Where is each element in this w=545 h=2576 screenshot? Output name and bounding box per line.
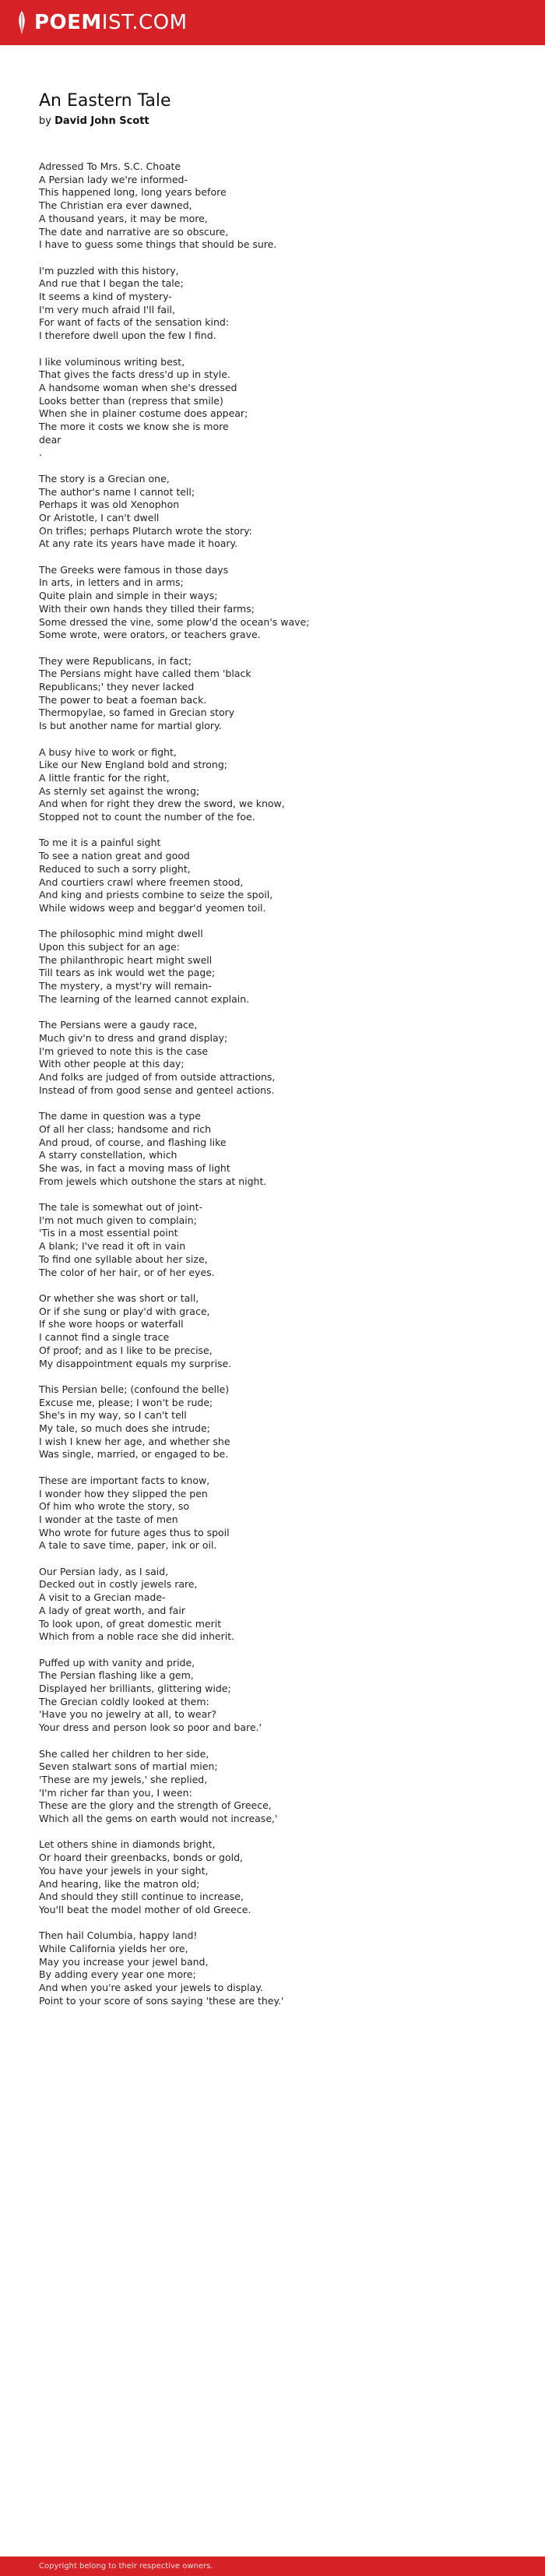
poem-line: And courtiers crawl where freemen stood, (39, 876, 244, 888)
poem-line: That gives the facts dress'd up in style. (39, 368, 230, 381)
poem-line: Decked out in costly jewels rare, (39, 1578, 198, 1591)
poem-line: I have to guess some things that should be sure. (39, 238, 277, 251)
poem-line: To find one syllable about her size, (39, 1253, 208, 1265)
poem-line: The Greeks were famous in those days (39, 563, 229, 576)
poem-line: My disappointment equals my surprise. (39, 1357, 232, 1369)
poem-line: This happened long, long years before (39, 186, 227, 199)
poem-line: My tale, so much does she intrude; (39, 1422, 210, 1434)
poem-line: Or Aristotle, I can't dwell (39, 511, 160, 523)
poem-line: And proud, of course, and flashing like (39, 1136, 227, 1148)
poem-line: Some dressed the vine, some plow'd the ocean's wave; (39, 615, 310, 628)
poem-stanza (39, 1566, 506, 1644)
poem-stanza (39, 837, 506, 914)
poem-stanza (39, 160, 506, 252)
poem-content (39, 90, 506, 2021)
poem-stanza (39, 1748, 506, 1826)
poem-line: And folks are judged of from outside attractions, (39, 1071, 276, 1084)
poem-line: Was single, married, or engaged to be. (39, 1448, 229, 1461)
poem-line: Is but another name for martial glory. (39, 720, 222, 732)
poem-stanza (39, 746, 506, 824)
poem-line: With other people at this day; (39, 1058, 185, 1070)
poem-line: A lady of great worth, and fair (39, 1604, 185, 1616)
poem-line: And king and priests combine to seize the spoil, (39, 889, 273, 901)
poem-line: Of proof; and as I like to be precise, (39, 1344, 213, 1356)
poem-line: You'll beat the model mother of old Greece. (39, 1903, 251, 1915)
poem-line: A visit to a Grecian made- (39, 1591, 166, 1604)
poem-line: Perhaps it was old Xenophon (39, 499, 180, 511)
poem-line: May you increase your jewel band, (39, 1955, 209, 1968)
poem-line: I therefore dwell upon the few I find. (39, 329, 216, 342)
poem-line: You have your jewels in your sight, (39, 1864, 209, 1876)
poem-line: And should they still continue to increase, (39, 1891, 244, 1903)
poem-line: And hearing, like the matron old; (39, 1877, 200, 1890)
poem-line: Of him who wrote the story, so (39, 1500, 190, 1513)
poem-line: I'm not much given to complain; (39, 1214, 197, 1226)
poem-line: A blank; I've read it oft in vain (39, 1240, 186, 1253)
poem-body (39, 160, 506, 2008)
poem-line: I wish I knew her age, and whether she (39, 1435, 230, 1447)
poem-line: To see a nation great and good (39, 850, 190, 862)
poem-line: The color of her hair, or of her eyes. (39, 1266, 215, 1278)
poem-stanza (39, 265, 506, 343)
poem-line: They were Republicans, in fact; (39, 654, 192, 667)
poem-title: An Eastern Tale (39, 91, 171, 111)
poem-line: Till tears as ink would wet the page; (39, 967, 216, 979)
poem-line: The author's name I cannot tell; (39, 485, 195, 498)
poem-line: Reduced to such a sorry plight, (39, 862, 191, 875)
poem-line: The more it costs we know she is more (39, 421, 229, 433)
poem-line: 'I'm richer far than you, I ween: (39, 1786, 192, 1799)
poem-line: 'Tis in a most essential point (39, 1227, 178, 1239)
poem-stanza (39, 1292, 506, 1370)
poem-line: Our Persian lady, as I said, (39, 1565, 169, 1577)
poem-line: If she wore hoops or waterfall (39, 1318, 184, 1330)
poem-line: Instead of from good sense and genteel actions. (39, 1084, 275, 1096)
poem-line: On trifles; perhaps Plutarch wrote the story: (39, 524, 252, 537)
poem-line: The philanthropic heart might swell (39, 953, 213, 966)
poem-line: With their own hands they tilled their farms; (39, 602, 255, 615)
poem-line: The learning of the learned cannot explain. (39, 992, 250, 1005)
poem-line: While widows weep and beggar'd yeomen toil. (39, 901, 266, 914)
poem-line: The Persians were a gaudy race, (39, 1019, 198, 1031)
site-logo-link[interactable] (17, 9, 188, 36)
poem-line: Which from a noble race she did inherit. (39, 1630, 235, 1643)
poem-line: Or hoard their greenbacks, bonds or gold, (39, 1852, 244, 1864)
poem-stanza (39, 1110, 506, 1188)
poem-line: The Christian era ever dawned, (39, 199, 192, 212)
poem-line: I cannot find a single trace (39, 1331, 170, 1344)
by-label: by (39, 115, 51, 127)
copyright-text: Copyright belong to their respective owners. (39, 2562, 213, 2571)
poem-line: This Persian belle; (confound the belle) (39, 1383, 230, 1395)
poem-line: The dame in question was a type (39, 1110, 201, 1122)
poem-line: At any rate its years have made it hoary. (39, 537, 238, 550)
poem-stanza (39, 655, 506, 733)
site-header (0, 0, 545, 45)
poem-line: Stopped not to count the number of the foe. (39, 811, 255, 823)
site-footer (0, 2557, 545, 2576)
poem-line: The Persians might have called them 'black (39, 668, 251, 680)
poem-line: A little frantic for the right, (39, 771, 170, 784)
poem-line: Of all her class; handsome and rich (39, 1122, 212, 1135)
poem-stanza (39, 473, 506, 551)
poem-byline (39, 114, 506, 129)
poem-line: Seven stalwart sons of martial mien; (39, 1760, 218, 1773)
poem-stanza (39, 1929, 506, 2007)
poem-stanza (39, 1019, 506, 1097)
poem-line: The power to beat a foeman back. (39, 693, 207, 706)
poem-line: For want of facts of the sensation kind: (39, 316, 230, 329)
poem-line: . (39, 446, 42, 459)
poem-line: A busy hive to work or fight, (39, 745, 177, 758)
poem-line: And rue that I began the tale; (39, 277, 184, 290)
poem-line: Quite plain and simple in their ways; (39, 590, 218, 602)
quill-pen-icon (17, 11, 26, 34)
poem-line: 'Have you no jewelry at all, to wear? (39, 1708, 217, 1721)
poem-line: A Persian lady we're informed- (39, 173, 188, 185)
poem-line: The tale is somewhat out of joint- (39, 1201, 202, 1214)
poem-line: Puffed up with vanity and pride, (39, 1656, 195, 1669)
poem-line: Or whether she was short or tall, (39, 1292, 199, 1304)
poem-line: A thousand years, it may be more, (39, 212, 208, 224)
poem-line: The philosophic mind might dwell (39, 928, 203, 940)
poem-line: I wonder how they slipped the pen (39, 1487, 208, 1499)
poem-line: I'm puzzled with this history, (39, 264, 179, 277)
poem-line: The story is a Grecian one, (39, 472, 170, 485)
poem-line: Point to your score of sons saying 'these are they.' (39, 1994, 284, 2007)
poem-stanza (39, 1475, 506, 1552)
poem-line: These are important facts to know, (39, 1474, 210, 1486)
poem-stanza (39, 356, 506, 460)
poem-line: I wonder at the taste of men (39, 1513, 178, 1525)
poem-line: 'These are my jewels,' she replied, (39, 1773, 208, 1785)
poem-line: Looks better than (repress that smile) (39, 394, 223, 407)
poem-line: I like voluminous writing best, (39, 355, 185, 368)
poem-line: Thermopylae, so famed in Grecian story (39, 707, 235, 719)
poem-stanza (39, 1383, 506, 1461)
poem-stanza (39, 928, 506, 1006)
poem-line: Then hail Columbia, happy land! (39, 1929, 198, 1942)
poem-line: Much giv'n to dress and grand display; (39, 1031, 228, 1044)
poem-line: Like our New England bold and strong; (39, 759, 227, 771)
poem-line: The date and narrative are so obscure, (39, 225, 229, 238)
poem-line: To look upon, of great domestic merit (39, 1617, 222, 1630)
poem-line: Adressed To Mrs. S.C. Choate (39, 160, 181, 172)
poem-line: She was, in fact a moving mass of light (39, 1161, 230, 1174)
poem-line: A tale to save time, paper, ink or oil. (39, 1539, 217, 1552)
poem-line: Upon this subject for an age: (39, 941, 180, 953)
poem-line: Let others shine in diamonds bright, (39, 1838, 216, 1851)
author-link[interactable]: David John Scott (54, 115, 149, 127)
poem-line: These are the glory and the strength of Greece, (39, 1799, 272, 1812)
poem-line: And when for right they drew the sword, we know, (39, 798, 285, 810)
site-logo-text (34, 9, 188, 36)
poem-line: As sternly set against the wrong; (39, 784, 200, 797)
poem-line: Republicans;' they never lacked (39, 681, 195, 693)
poem-line: It seems a kind of mystery- (39, 291, 172, 303)
poem-line: And when you're asked your jewels to display. (39, 1982, 263, 1994)
poem-line: When she in plainer costume does appear; (39, 407, 248, 420)
poem-line: To me it is a painful sight (39, 837, 161, 849)
poem-line: In arts, in letters and in arms; (39, 576, 184, 589)
poem-stanza (39, 1838, 506, 1916)
poem-stanza (39, 1201, 506, 1279)
poem-line: I'm very much afraid I'll fail, (39, 303, 175, 315)
poem-line: While California yields her ore, (39, 1943, 188, 1955)
poem-line: From jewels which outshone the stars at night. (39, 1175, 267, 1187)
poem-line: She called her children to her side, (39, 1747, 209, 1760)
poem-stanza (39, 564, 506, 642)
poem-stanza (39, 1657, 506, 1735)
poem-line: The mystery, a myst'ry will remain- (39, 980, 212, 992)
poem-line: I'm grieved to note this is the case (39, 1045, 209, 1057)
poem-line: Some wrote, were orators, or teachers grave. (39, 629, 261, 641)
poem-line: The Persian flashing like a gem, (39, 1669, 194, 1682)
logo-light-text: IST.COM (101, 11, 188, 34)
poem-line: By adding every year one more; (39, 1968, 196, 1981)
poem-line: She's in my way, so I can't tell (39, 1409, 187, 1422)
poem-line: A starry constellation, which (39, 1149, 178, 1161)
logo-strong-text: POEM (34, 11, 102, 34)
poem-line: Who wrote for future ages thus to spoil (39, 1526, 230, 1538)
poem-line: Your dress and person look so poor and bare.' (39, 1721, 262, 1734)
poem-line: dear (39, 433, 62, 446)
poem-line: Displayed her brilliants, glittering wide; (39, 1683, 231, 1695)
poem-line: Excuse me, please; I won't be rude; (39, 1396, 213, 1408)
poem-line: Which all the gems on earth would not increase,' (39, 1813, 278, 1825)
poem-line: Or if she sung or play'd with grace, (39, 1305, 210, 1317)
poem-line: A handsome woman when she's dressed (39, 381, 237, 393)
poem-line: The Grecian coldly looked at them: (39, 1695, 209, 1707)
